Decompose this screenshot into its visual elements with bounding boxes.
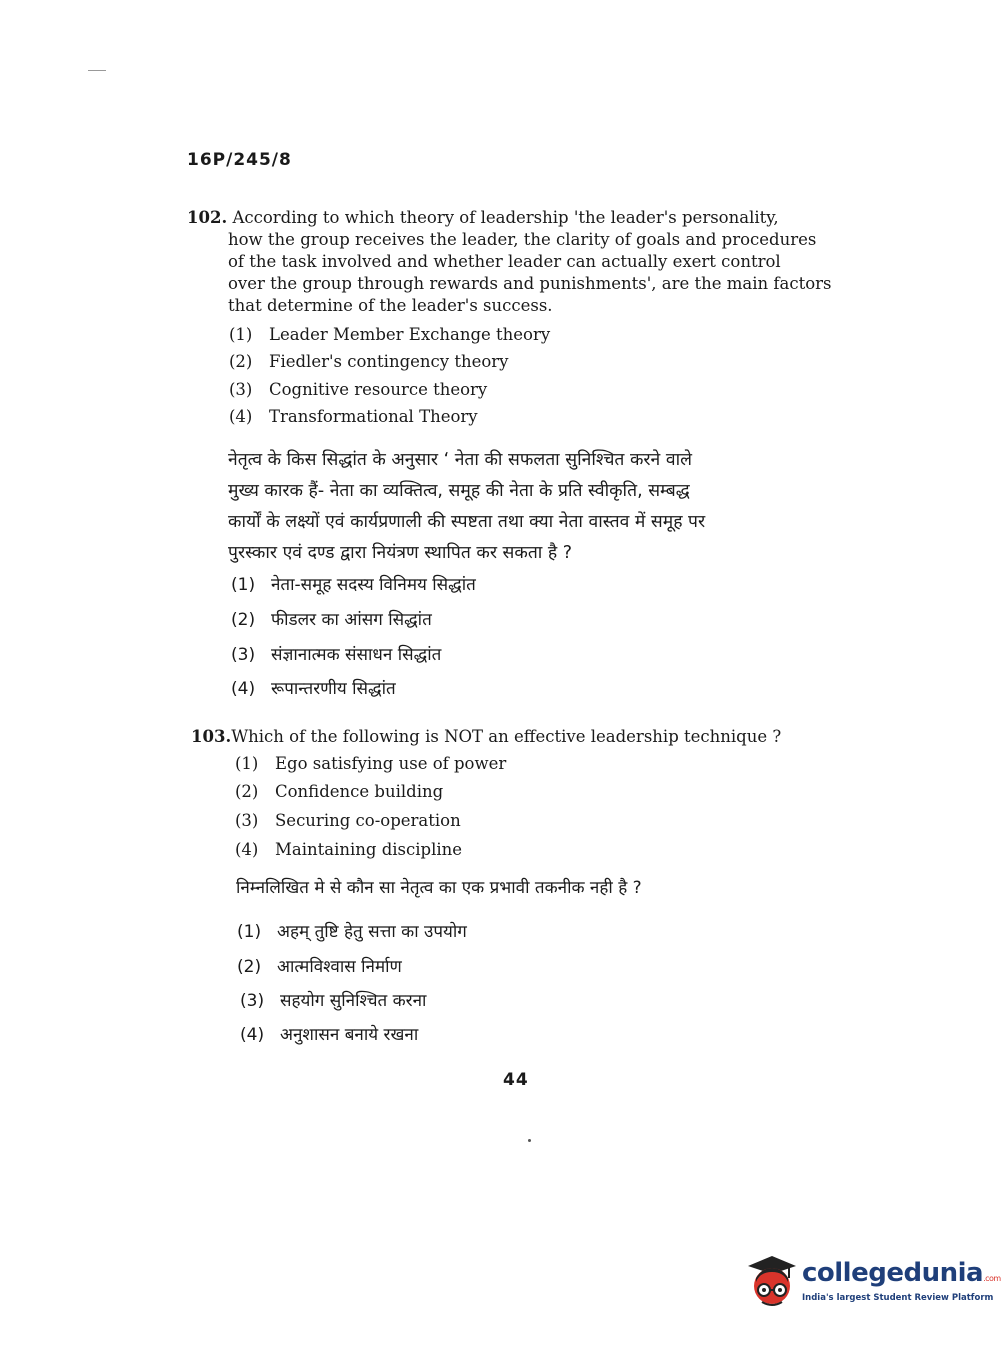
question-102-hindi — [228, 445, 828, 569]
logo-tagline: India's largest Student Review Platform — [802, 1293, 994, 1303]
scan-dot — [528, 1139, 531, 1142]
hindi-option-2: (2) फीडलर का आंसग सिद्धांत — [231, 610, 432, 630]
question-text-line: of the task involved and whether leader can actually exert control — [228, 252, 781, 271]
question-102 — [187, 207, 832, 317]
question-text-line: how the group receives the leader, the clarity of goals and procedures — [228, 230, 817, 249]
logo-suffix: .com — [983, 1274, 1001, 1283]
hindi-option-4: (4) रूपान्तरणीय सिद्धांत — [231, 679, 396, 699]
question-text-line: According to which theory of leadership 'the leader's personality, — [232, 208, 779, 227]
option-1: (1) Ego satisfying use of power — [235, 754, 507, 773]
hindi-option-2: (2) आत्मविश्वास निर्माण — [237, 957, 402, 977]
question-number: 102. — [187, 208, 228, 227]
hindi-option-4: (4) अनुशासन बनाये रखना — [240, 1025, 419, 1045]
option-2: (2) Confidence building — [235, 782, 444, 801]
hindi-line: पुरस्कार एवं दण्ड द्वारा नियंत्रण स्थापित कर सकता है ? — [228, 543, 573, 563]
option-4: (4) Maintaining discipline — [235, 840, 463, 859]
question-number: 103. — [191, 727, 232, 746]
option-3: (3) Securing co-operation — [235, 811, 461, 830]
hindi-option-3: (3) संज्ञानात्मक संसाधन सिद्धांत — [231, 645, 442, 665]
question-103 — [191, 726, 781, 748]
option-3: (3) Cognitive resource theory — [229, 380, 488, 399]
collegedunia-logo — [742, 1250, 1001, 1320]
mascot-icon — [742, 1252, 800, 1314]
option-1: (1) Leader Member Exchange theory — [229, 325, 551, 344]
paper-code: 16P/245/8 — [187, 150, 292, 170]
hindi-option-3: (3) सहयोग सुनिश्चित करना — [240, 991, 427, 1011]
question-text: Which of the following is NOT an effective leadership technique ? — [231, 727, 782, 746]
logo-wordmark: collegedunia.com — [802, 1258, 1001, 1288]
page-number: 44 — [503, 1070, 529, 1090]
option-4: (4) Transformational Theory — [229, 407, 478, 426]
hindi-option-1: (1) नेता-समूह सदस्य विनिमय सिद्धांत — [231, 575, 476, 595]
hindi-line: नेतृत्व के किस सिद्धांत के अनुसार ‘ नेता की सफलता सुनिश्चित करने वाले — [228, 450, 692, 470]
question-text-line: that determine of the leader's success. — [228, 296, 553, 315]
scan-mark — [88, 70, 106, 71]
question-text-line: over the group through rewards and punishments', are the main factors — [228, 274, 832, 293]
question-103-hindi: निम्नलिखित मे से कौन सा नेतृत्व का एक प्रभावी तकनीक नही है ? — [236, 878, 642, 898]
hindi-line: कार्यों के लक्ष्यों एवं कार्यप्रणाली की स्पष्टता तथा क्या नेता वास्तव में समूह पर — [228, 512, 706, 532]
option-2: (2) Fiedler's contingency theory — [229, 352, 509, 371]
hindi-option-1: (1) अहम् तुष्टि हेतु सत्ता का उपयोग — [237, 922, 467, 942]
hindi-line: मुख्य कारक हैं- नेता का व्यक्तित्व, समूह की नेता के प्रति स्वीकृति, सम्बद्ध — [228, 481, 690, 501]
